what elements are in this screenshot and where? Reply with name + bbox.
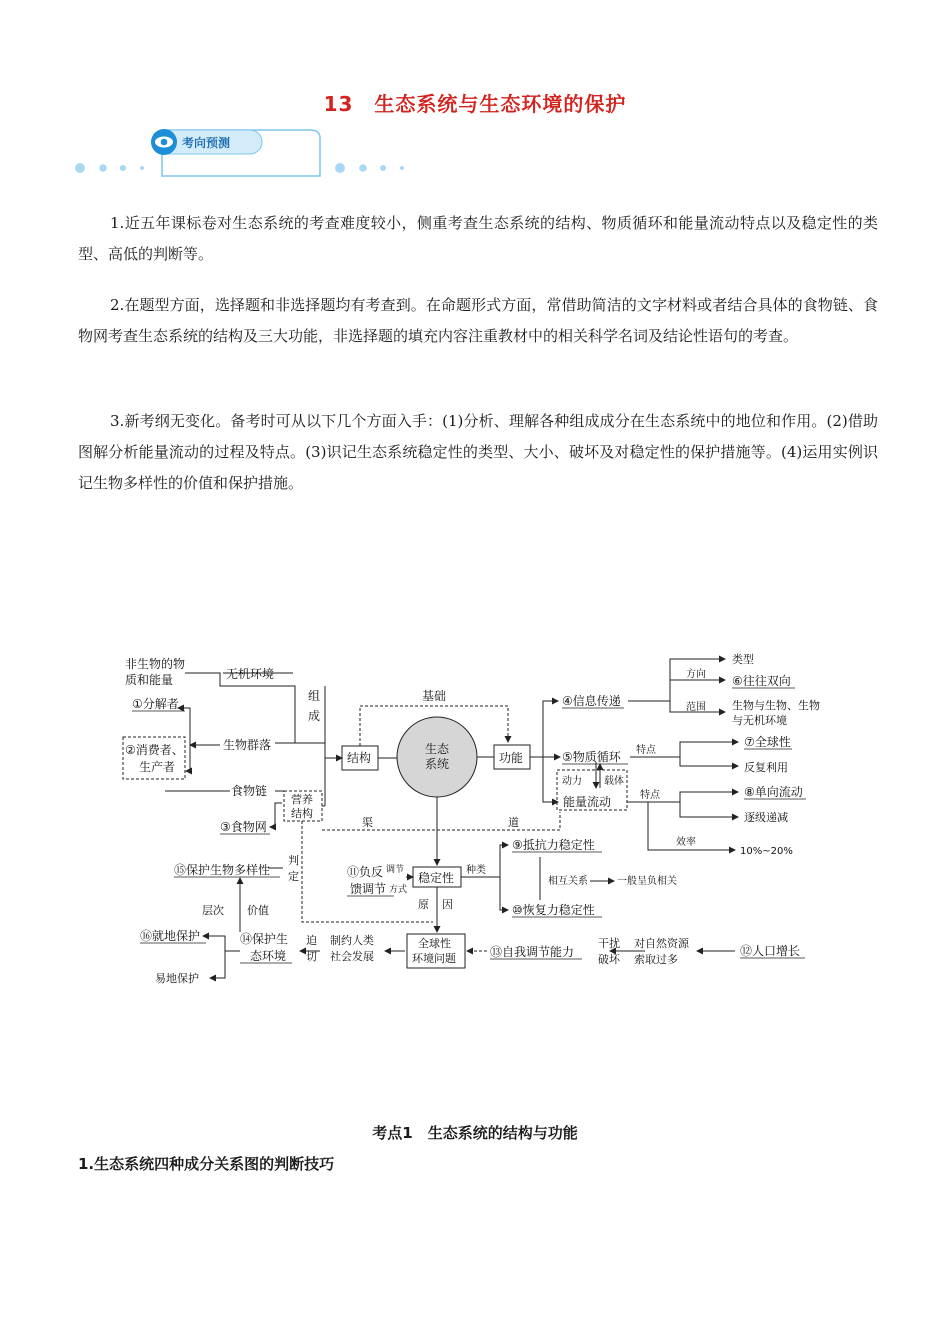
node-ex-situ: 易地保护 bbox=[155, 972, 199, 985]
sub-heading: 1.生态系统四种成分关系图的判断技巧 bbox=[78, 1155, 335, 1173]
label-channel-1: 渠 bbox=[362, 816, 373, 829]
node-self-reg: ⑬自我调节能力 bbox=[490, 945, 575, 959]
node-global-prob-1: 全球性 bbox=[418, 937, 451, 950]
node-population: ⑫人口增长 bbox=[740, 944, 801, 958]
label-disturb: 干扰 bbox=[598, 937, 620, 950]
label-overuse-2: 索取过多 bbox=[634, 953, 678, 966]
section-badge bbox=[70, 124, 420, 184]
node-protect-div: ⑮保护生物多样性 bbox=[174, 863, 271, 877]
node-material: ⑤物质循环 bbox=[562, 750, 621, 764]
node-info: ④信息传递 bbox=[562, 694, 621, 708]
page-title: 13 生态系统与生态环境的保护 bbox=[323, 92, 627, 116]
label-channel-2: 道 bbox=[508, 816, 519, 829]
node-global-prob-2: 环境问题 bbox=[412, 952, 456, 965]
label-method: 方式 bbox=[389, 885, 408, 895]
label-level: 层次 bbox=[202, 904, 224, 917]
label-judge-1: 判 bbox=[288, 854, 299, 867]
node-decrease: 逐级递减 bbox=[744, 811, 788, 824]
node-resist: ⑨抵抗力稳定性 bbox=[512, 838, 595, 852]
badge-label: 考向预测 bbox=[182, 136, 231, 150]
section-heading: 考点1 生态系统的结构与功能 bbox=[372, 1124, 578, 1142]
node-oneway: ⑧单向流动 bbox=[744, 785, 803, 799]
decor-dots-right bbox=[335, 163, 404, 173]
eye-icon bbox=[151, 129, 177, 155]
node-center-2: 系统 bbox=[425, 757, 450, 771]
label-compose-2: 成 bbox=[308, 709, 321, 723]
label-urgent-2: 切 bbox=[306, 950, 317, 963]
label-compose-1: 组 bbox=[308, 689, 321, 703]
node-negative: 一般呈负相关 bbox=[617, 876, 677, 887]
label-power: 动力 bbox=[562, 776, 582, 787]
node-stability: 稳定性 bbox=[418, 871, 455, 885]
paragraph-3: 3.新考纲无变化。备考时可从以下几个方面入手：(1)分析、理解各种组成成分在生态系统中的地位和作用。(2)借助图解分析能量流动的过程及特点。(3)识记生态系统稳定性的类型、大小、破坏及对稳定性的保护措施等。(4)运用实例识记生物多样性的价值和保护措施。 bbox=[78, 412, 878, 492]
label-judge-2: 定 bbox=[288, 870, 299, 883]
label-mutual: 相互关系 bbox=[548, 876, 588, 887]
node-abiotic-env: 无机环境 bbox=[226, 667, 275, 681]
label-efficiency: 效率 bbox=[676, 837, 696, 848]
label-urgent-1: 迫 bbox=[306, 934, 317, 947]
node-recover: ⑩恢复力稳定性 bbox=[512, 903, 595, 917]
concept-map-diagram bbox=[0, 640, 950, 1000]
node-efficiency-val: 10%~20% bbox=[740, 846, 793, 857]
node-neg-fb-2: 馈调节 bbox=[350, 882, 387, 896]
node-scope-val-1: 生物与生物、生物 bbox=[732, 699, 820, 712]
node-energy: 能量流动 bbox=[563, 795, 612, 809]
label-overuse-1: 对自然资源 bbox=[634, 937, 689, 950]
label-scope: 范围 bbox=[686, 702, 706, 713]
node-decomposer: ①分解者 bbox=[132, 697, 179, 711]
node-nonliving-1: 非生物的物 bbox=[125, 657, 186, 671]
node-trophic-1: 营养 bbox=[291, 793, 313, 806]
node-food-chain: 食物链 bbox=[231, 784, 268, 798]
node-function: 功能 bbox=[499, 751, 524, 765]
node-protect-env-1: ⑭保护生 bbox=[240, 932, 289, 946]
node-bidirectional: ⑥往往双向 bbox=[732, 674, 791, 688]
node-neg-fb-1: ⑪负反 bbox=[347, 865, 384, 879]
node-food-web: ③食物网 bbox=[220, 820, 267, 834]
label-feature-2: 特点 bbox=[640, 790, 660, 801]
node-structure: 结构 bbox=[347, 751, 372, 765]
node-consumer: ②消费者、 bbox=[125, 743, 184, 757]
label-value: 价值 bbox=[247, 904, 269, 917]
label-basis: 基础 bbox=[422, 689, 447, 703]
decor-dots-left bbox=[75, 163, 144, 173]
label-restrict-1: 制约人类 bbox=[330, 934, 374, 947]
node-reuse: 反复利用 bbox=[744, 761, 788, 774]
label-feature-1: 特点 bbox=[636, 745, 656, 756]
node-producer: 生产者 bbox=[139, 760, 176, 774]
label-cause-1: 原 bbox=[418, 898, 429, 911]
node-trophic-2: 结构 bbox=[291, 807, 313, 820]
node-scope-val-2: 与无机环境 bbox=[732, 714, 787, 727]
node-nonliving-2: 质和能量 bbox=[125, 673, 174, 687]
label-restrict-2: 社会发展 bbox=[330, 950, 374, 963]
label-kinds: 种类 bbox=[466, 865, 486, 876]
node-type: 类型 bbox=[732, 653, 754, 666]
node-community: 生物群落 bbox=[223, 738, 272, 752]
node-protect-env-2: 态环境 bbox=[250, 949, 287, 963]
paragraph-1: 1.近五年课标卷对生态系统的考查难度较小，侧重考查生态系统的结构、物质循环和能量流动特点以及稳定性的类型、高低的判断等。 bbox=[78, 214, 878, 263]
label-carrier: 载体 bbox=[604, 776, 624, 787]
paragraph-2: 2.在题型方面，选择题和非选择题均有考查到。在命题形式方面，常借助简洁的文字材料或者结合具体的食物链、食物网考查生态系统的结构及三大功能，非选择题的填充内容注重教材中的相关科学名词及结论性语句的考查。 bbox=[78, 296, 878, 345]
node-in-situ: ⑯就地保护 bbox=[140, 929, 201, 943]
label-destroy: 破坏 bbox=[598, 953, 620, 966]
node-global: ⑦全球性 bbox=[744, 735, 791, 749]
label-cause-2: 因 bbox=[442, 898, 453, 911]
label-direction: 方向 bbox=[686, 669, 706, 680]
node-center-1: 生态 bbox=[425, 742, 450, 756]
label-regulate: 调节 bbox=[386, 865, 405, 875]
